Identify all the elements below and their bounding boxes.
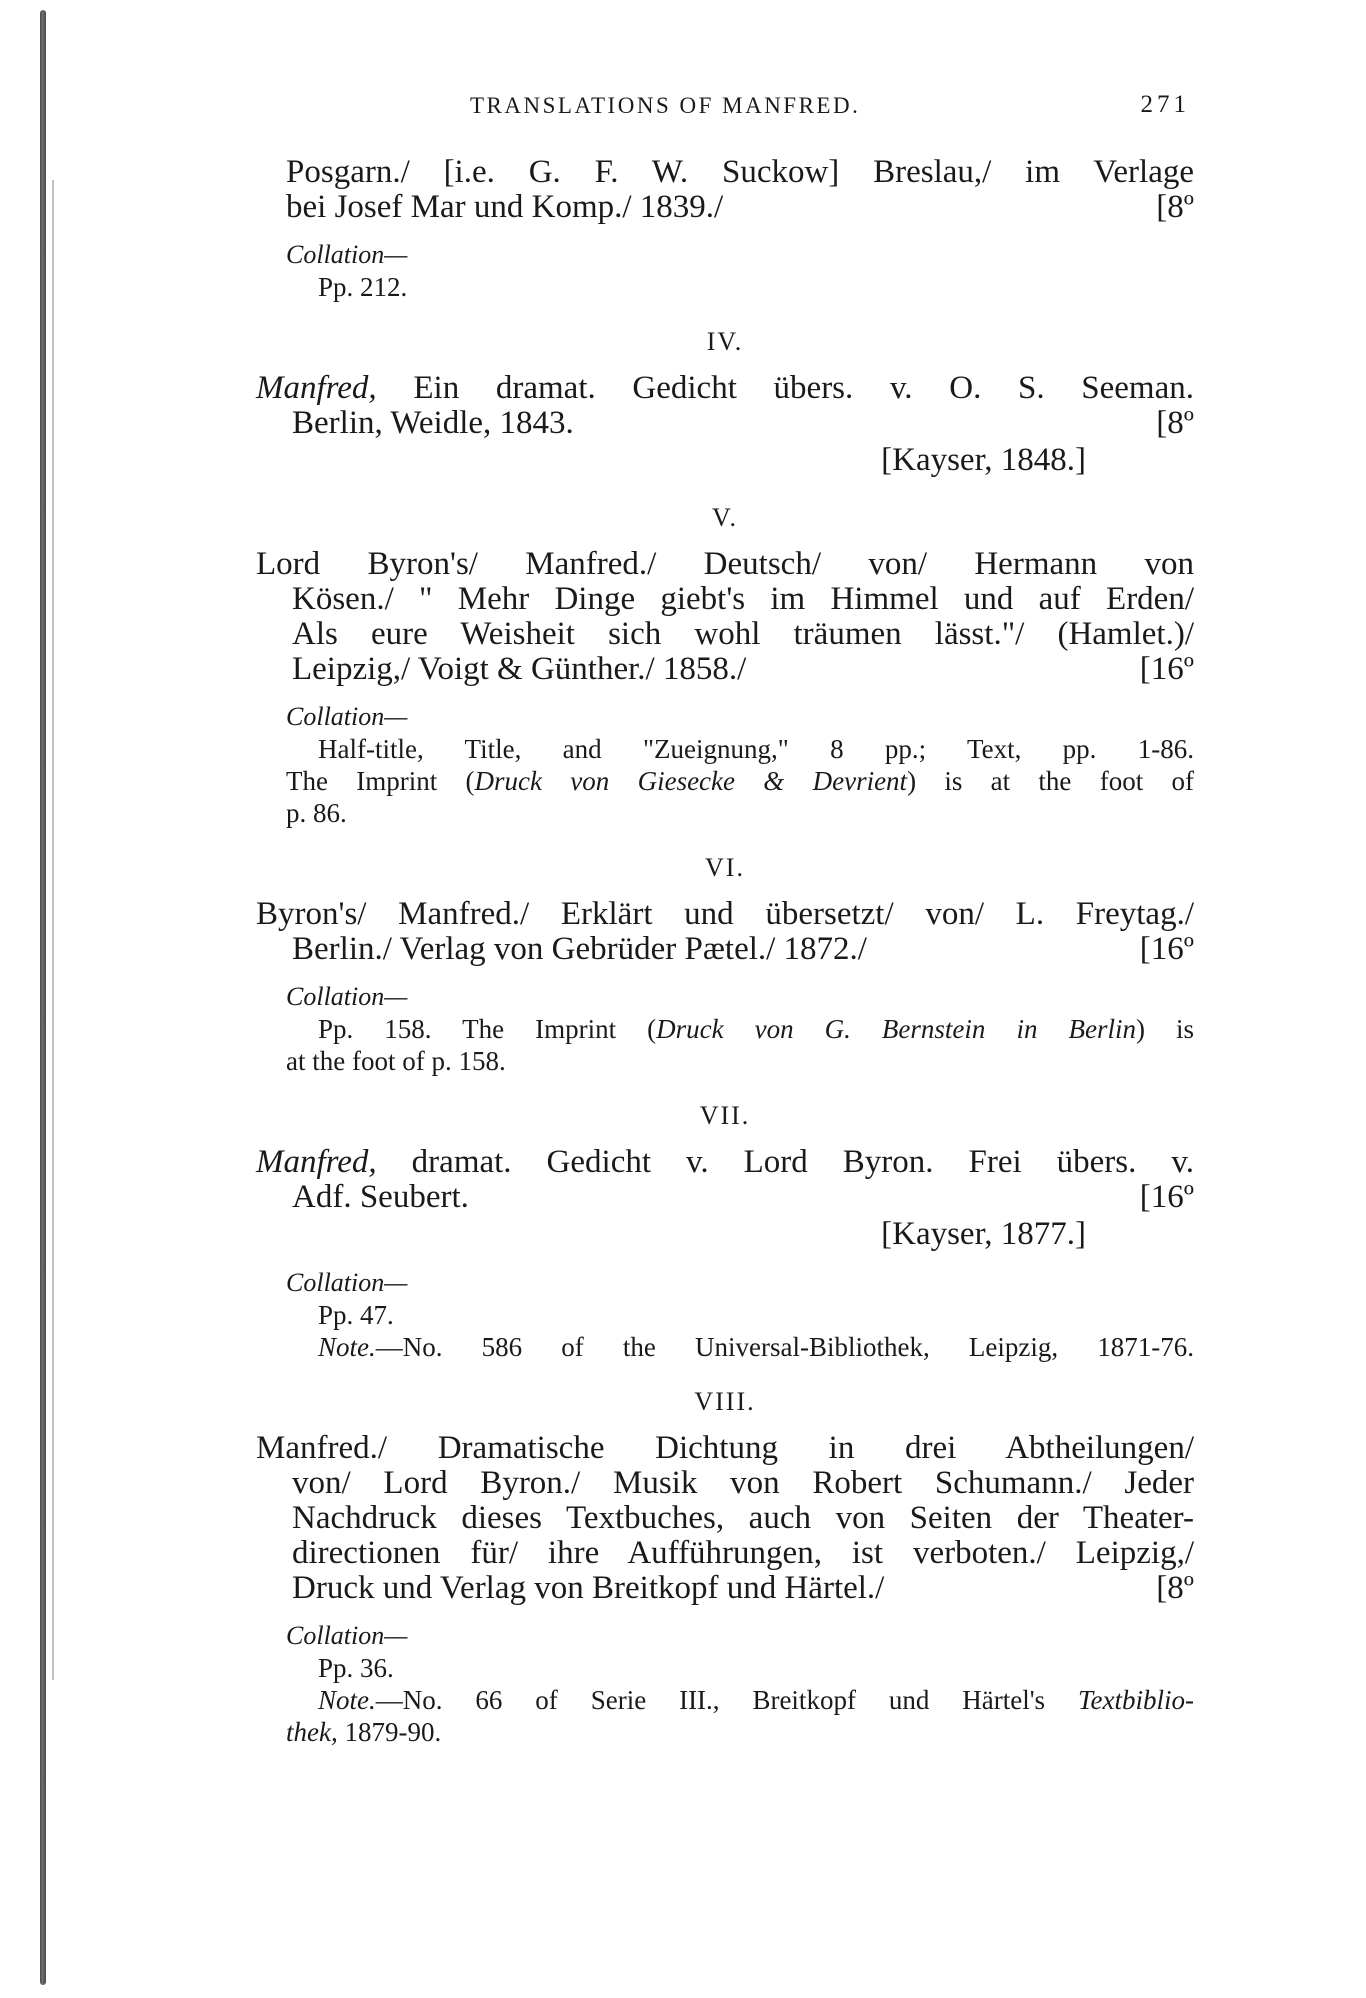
source-reference: [Kayser, 1877.] xyxy=(881,1216,1086,1252)
entry-number: VII. xyxy=(699,1101,751,1130)
collation-text-part: ) is xyxy=(1135,1014,1195,1044)
entry-line xyxy=(256,1180,1194,1215)
entry-line: Als eure Weisheit sich wohl träumen lässt."/ (Hamlet.)/ xyxy=(292,616,1194,652)
entry-line: Nachdruck dieses Textbuches, auch von Seiten der Theater- xyxy=(292,1500,1194,1536)
note-label: Note. xyxy=(318,1332,376,1362)
entry-iii-continued xyxy=(256,155,1194,225)
entry-line-text: Adf. Seubert. xyxy=(292,1179,469,1215)
collation-heading: Collation— xyxy=(286,982,408,1011)
entry-line xyxy=(256,932,1194,967)
entry-line-text: Ein dramat. Gedicht übers. v. O. S. Seeman. xyxy=(376,370,1194,406)
entry-line-text: dramat. Gedicht v. Lord Byron. Frei übers. v. xyxy=(376,1144,1194,1180)
binding-shadow xyxy=(52,180,54,1680)
entry-line: Lord Byron's/ Manfred./ Deutsch/ von/ Hermann von xyxy=(256,546,1194,582)
source-reference: [Kayser, 1848.] xyxy=(881,442,1086,478)
format-size: [8º xyxy=(1156,1570,1194,1606)
entry-number: IV. xyxy=(706,327,744,356)
format-size: [16º xyxy=(1139,931,1194,967)
entry-line xyxy=(256,652,1194,687)
collation-text-part: ) is at the foot of xyxy=(907,766,1194,796)
running-header xyxy=(470,93,1190,119)
note-label: Note. xyxy=(318,1685,376,1715)
note-title: Textbiblio- xyxy=(1077,1685,1194,1715)
collation-text: Pp. 47. xyxy=(318,1300,394,1330)
entry-number: VIII. xyxy=(694,1387,756,1416)
entry-line: Byron's/ Manfred./ Erklärt und übersetzt/ von/ L. Freytag./ xyxy=(256,896,1194,932)
entry-line-text: Berlin./ Verlag von Gebrüder Pætel./ 1872./ xyxy=(292,931,867,967)
collation-heading: Collation— xyxy=(286,1621,408,1650)
collation-text: Half-title, Title, and "Zueignung," 8 pp.; Text, pp. 1-86. xyxy=(318,734,1194,764)
entry-line: Posgarn./ [i.e. G. F. W. Suckow] Breslau,/ im Verlage xyxy=(286,154,1194,190)
binding-edge xyxy=(40,10,46,1985)
note-text xyxy=(318,1331,1194,1363)
entry-line-text: Druck und Verlag von Breitkopf und Härtel./ xyxy=(292,1570,885,1606)
entry-vii xyxy=(256,1145,1194,1215)
collation-text: Pp. 212. xyxy=(318,272,408,302)
entry-v xyxy=(256,547,1194,687)
entry-line-text: Leipzig,/ Voigt & Günther./ 1858./ xyxy=(292,651,747,687)
entry-line xyxy=(256,371,1194,406)
entry-line: directionen für/ ihre Aufführungen, ist verboten./ Leipzig,/ xyxy=(292,1535,1194,1571)
collation-text xyxy=(286,765,1194,797)
format-size: [8º xyxy=(1156,405,1194,441)
entry-number: VI. xyxy=(705,853,745,882)
entry-line-text: Berlin, Weidle, 1843. xyxy=(292,405,574,441)
entry-line-text: bei Josef Mar und Komp./ 1839./ xyxy=(286,189,724,225)
note-title: thek, xyxy=(286,1717,338,1747)
format-size: [8º xyxy=(1156,189,1194,225)
note-text xyxy=(286,1716,1194,1748)
entry-line: Manfred./ Dramatische Dichtung in drei Abtheilungen/ xyxy=(256,1430,1194,1466)
page-number: 271 xyxy=(1140,91,1190,118)
collation-text xyxy=(318,1013,1194,1045)
note-body: —No. 66 of Serie III., Breitkopf und Härtel's xyxy=(375,1685,1078,1715)
collation-text: at the foot of p. 158. xyxy=(286,1046,506,1076)
entry-title: Manfred, xyxy=(256,370,377,406)
format-size: [16º xyxy=(1139,651,1194,687)
imprint-name: Druck von G. Bernstein in Berlin xyxy=(656,1014,1136,1044)
entry-iv xyxy=(256,371,1194,441)
entry-line xyxy=(256,406,1194,441)
page-content xyxy=(256,155,1194,1748)
format-size: [16º xyxy=(1139,1179,1194,1215)
entry-line xyxy=(256,1145,1194,1180)
collation-text-part: The Imprint ( xyxy=(286,766,475,796)
collation-text: Pp. 36. xyxy=(318,1653,394,1683)
collation-text: p. 86. xyxy=(286,798,347,828)
entry-number: V. xyxy=(712,503,738,532)
entry-line xyxy=(256,190,1194,225)
collation-heading: Collation— xyxy=(286,240,408,269)
imprint-name: Druck von Giesecke & Devrient xyxy=(474,766,908,796)
header-title: TRANSLATIONS OF MANFRED. xyxy=(470,93,861,118)
note-body: 1879-90. xyxy=(337,1717,442,1747)
entry-line xyxy=(256,1571,1194,1606)
collation-text-part: Pp. 158. The Imprint ( xyxy=(318,1014,657,1044)
entry-line: Kösen./ " Mehr Dinge giebt's im Himmel und auf Erden/ xyxy=(292,581,1194,617)
entry-viii xyxy=(256,1431,1194,1606)
collation-heading: Collation— xyxy=(286,1268,408,1297)
note-text xyxy=(318,1684,1194,1716)
entry-line: von/ Lord Byron./ Musik von Robert Schumann./ Jeder xyxy=(292,1465,1194,1501)
collation-heading: Collation— xyxy=(286,702,408,731)
entry-title: Manfred, xyxy=(256,1144,377,1180)
entry-vi xyxy=(256,897,1194,967)
note-body: —No. 586 of the Universal-Bibliothek, Leipzig, 1871-76. xyxy=(375,1332,1194,1362)
